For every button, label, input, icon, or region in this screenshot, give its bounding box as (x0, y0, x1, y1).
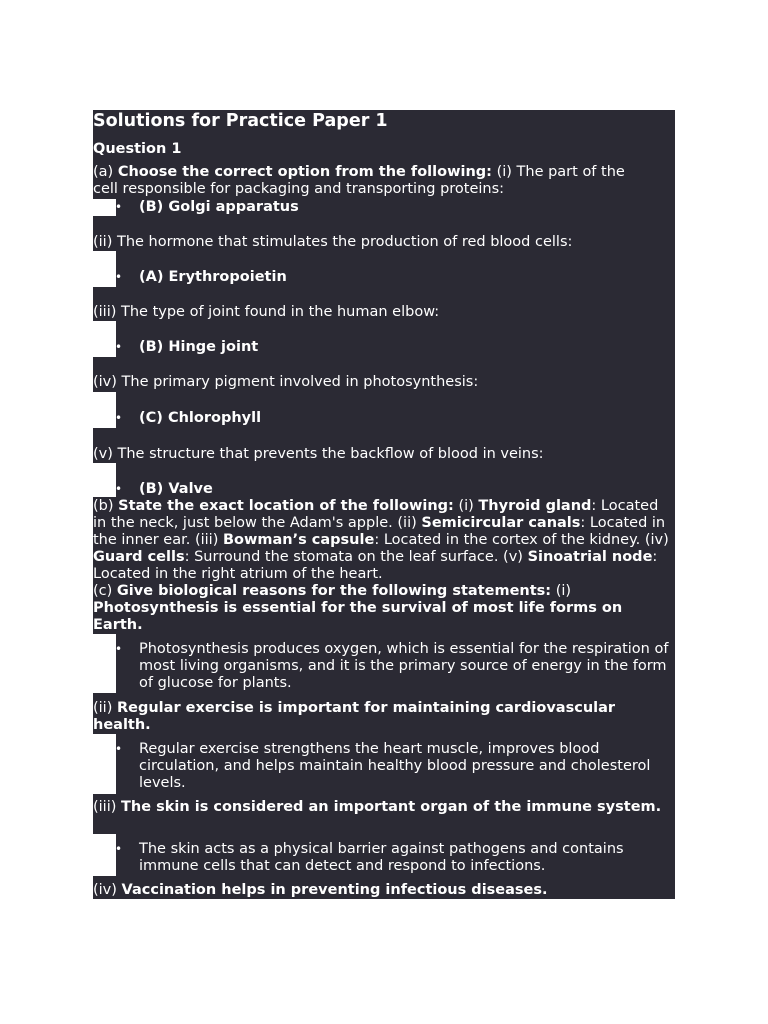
question-a2: (ii) The hormone that stimulates the production of red blood cells: (93, 234, 573, 250)
part-b-i-text: : Located in the neck, just below the Adam's apple. (93, 498, 659, 531)
part-b-v-term: Sinoatrial node (527, 549, 653, 565)
bullet-gutter (93, 251, 116, 287)
answer-c-ii: Regular exercise strengthens the heart muscle, improves blood circulation, and helps maintain healthy blood pressure and cholesterol levels. (139, 741, 651, 791)
part-c-iii (93, 799, 675, 816)
bullet-gutter (93, 834, 116, 876)
answer-c-iii: The skin acts as a physical barrier against pathogens and contains immune cells that can detect and respond to infections. (139, 841, 624, 874)
document-page (93, 110, 675, 899)
bullet-gutter (93, 634, 116, 693)
part-a-label: (a) (93, 164, 114, 180)
part-c-ii (93, 700, 675, 734)
part-a-q1-num: (i) (496, 164, 512, 180)
part-b-iii-term: Bowman’s capsule (222, 532, 375, 548)
page-title: Solutions for Practice Paper 1 (93, 111, 388, 131)
part-b-iv-term: Guard cells (93, 549, 185, 565)
part-c-iii-statement: The skin is considered an important organ of the immune system. (121, 799, 662, 815)
part-c-ii-num: (ii) (93, 700, 113, 716)
part-a-intro (93, 164, 675, 198)
part-c-iv (93, 882, 675, 899)
bullet-icon: • (115, 270, 123, 284)
part-b-ii-text: : Located in the inner ear. (93, 515, 666, 548)
part-c-iv-num: (iv) (93, 882, 117, 898)
part-a-instruction: Choose the correct option from the following: (117, 164, 492, 180)
question-a3: (iii) The type of joint found in the human elbow: (93, 304, 440, 320)
part-c-instruction: Give biological reasons for the following statements: (116, 583, 552, 599)
part-c-iv-statement: Vaccination helps in preventing infectious diseases. (121, 882, 548, 898)
answer-a4: (C) Chlorophyll (139, 410, 262, 426)
part-c-i-num: (i) (555, 583, 572, 599)
bullet-icon: • (115, 340, 123, 354)
part-c-intro (93, 583, 675, 634)
bullet-icon: • (115, 642, 123, 656)
bullet-gutter (93, 392, 116, 428)
bullet-icon: • (115, 200, 123, 214)
bullet-gutter (93, 463, 116, 497)
part-c-label: (c) (93, 583, 113, 599)
answer-a3: (B) Hinge joint (139, 339, 259, 355)
bullet-icon: • (115, 482, 123, 496)
part-b-v-text: : Located in the right atrium of the heart. (93, 549, 658, 582)
part-c-iii-num: (iii) (93, 799, 117, 815)
bullet-gutter (93, 199, 116, 216)
part-b-i-term: Thyroid gland (478, 498, 592, 514)
bullet-icon: • (115, 842, 123, 856)
part-b-paragraph (93, 498, 675, 583)
bullet-gutter (93, 734, 116, 794)
part-a-q1-text: The part of the (516, 164, 625, 180)
bullet-icon: • (115, 742, 123, 756)
answer-a1: (B) Golgi apparatus (139, 199, 299, 215)
part-c-i-statement: Photosynthesis is essential for the survival of most life forms on Earth. (93, 600, 623, 633)
part-b-label: (b) (93, 498, 114, 514)
part-b-v-num: (v) (503, 549, 523, 565)
bullet-icon: • (115, 411, 123, 425)
part-c-ii-statement: Regular exercise is important for maintaining cardiovascular health. (93, 700, 616, 733)
part-b-ii-term: Semicircular canals (421, 515, 581, 531)
part-b-iii-text: : Located in the cortex of the kidney. (374, 532, 641, 548)
bullet-gutter (93, 321, 116, 357)
question-a5: (v) The structure that prevents the backflow of blood in veins: (93, 446, 544, 462)
part-b-iii-num: (iii) (194, 532, 219, 548)
part-b-i-num: (i) (458, 498, 474, 514)
answer-a5: (B) Valve (139, 481, 213, 497)
question-a4: (iv) The primary pigment involved in photosynthesis: (93, 374, 479, 390)
part-b-instruction: State the exact location of the following: (118, 498, 454, 514)
part-b-iv-num: (iv) (644, 532, 669, 548)
part-b-ii-num: (ii) (397, 515, 417, 531)
part-b-iv-text: : Surround the stomata on the leaf surface. (184, 549, 499, 565)
answer-a2: (A) Erythropoietin (139, 269, 287, 285)
part-a-q1-text-cont: cell responsible for packaging and transporting proteins: (93, 181, 505, 197)
answer-c-i: Photosynthesis produces oxygen, which is essential for the respiration of most living organisms, and it is the primary source of energy in the form of glucose for plants. (139, 641, 669, 691)
question-heading: Question 1 (93, 141, 182, 157)
